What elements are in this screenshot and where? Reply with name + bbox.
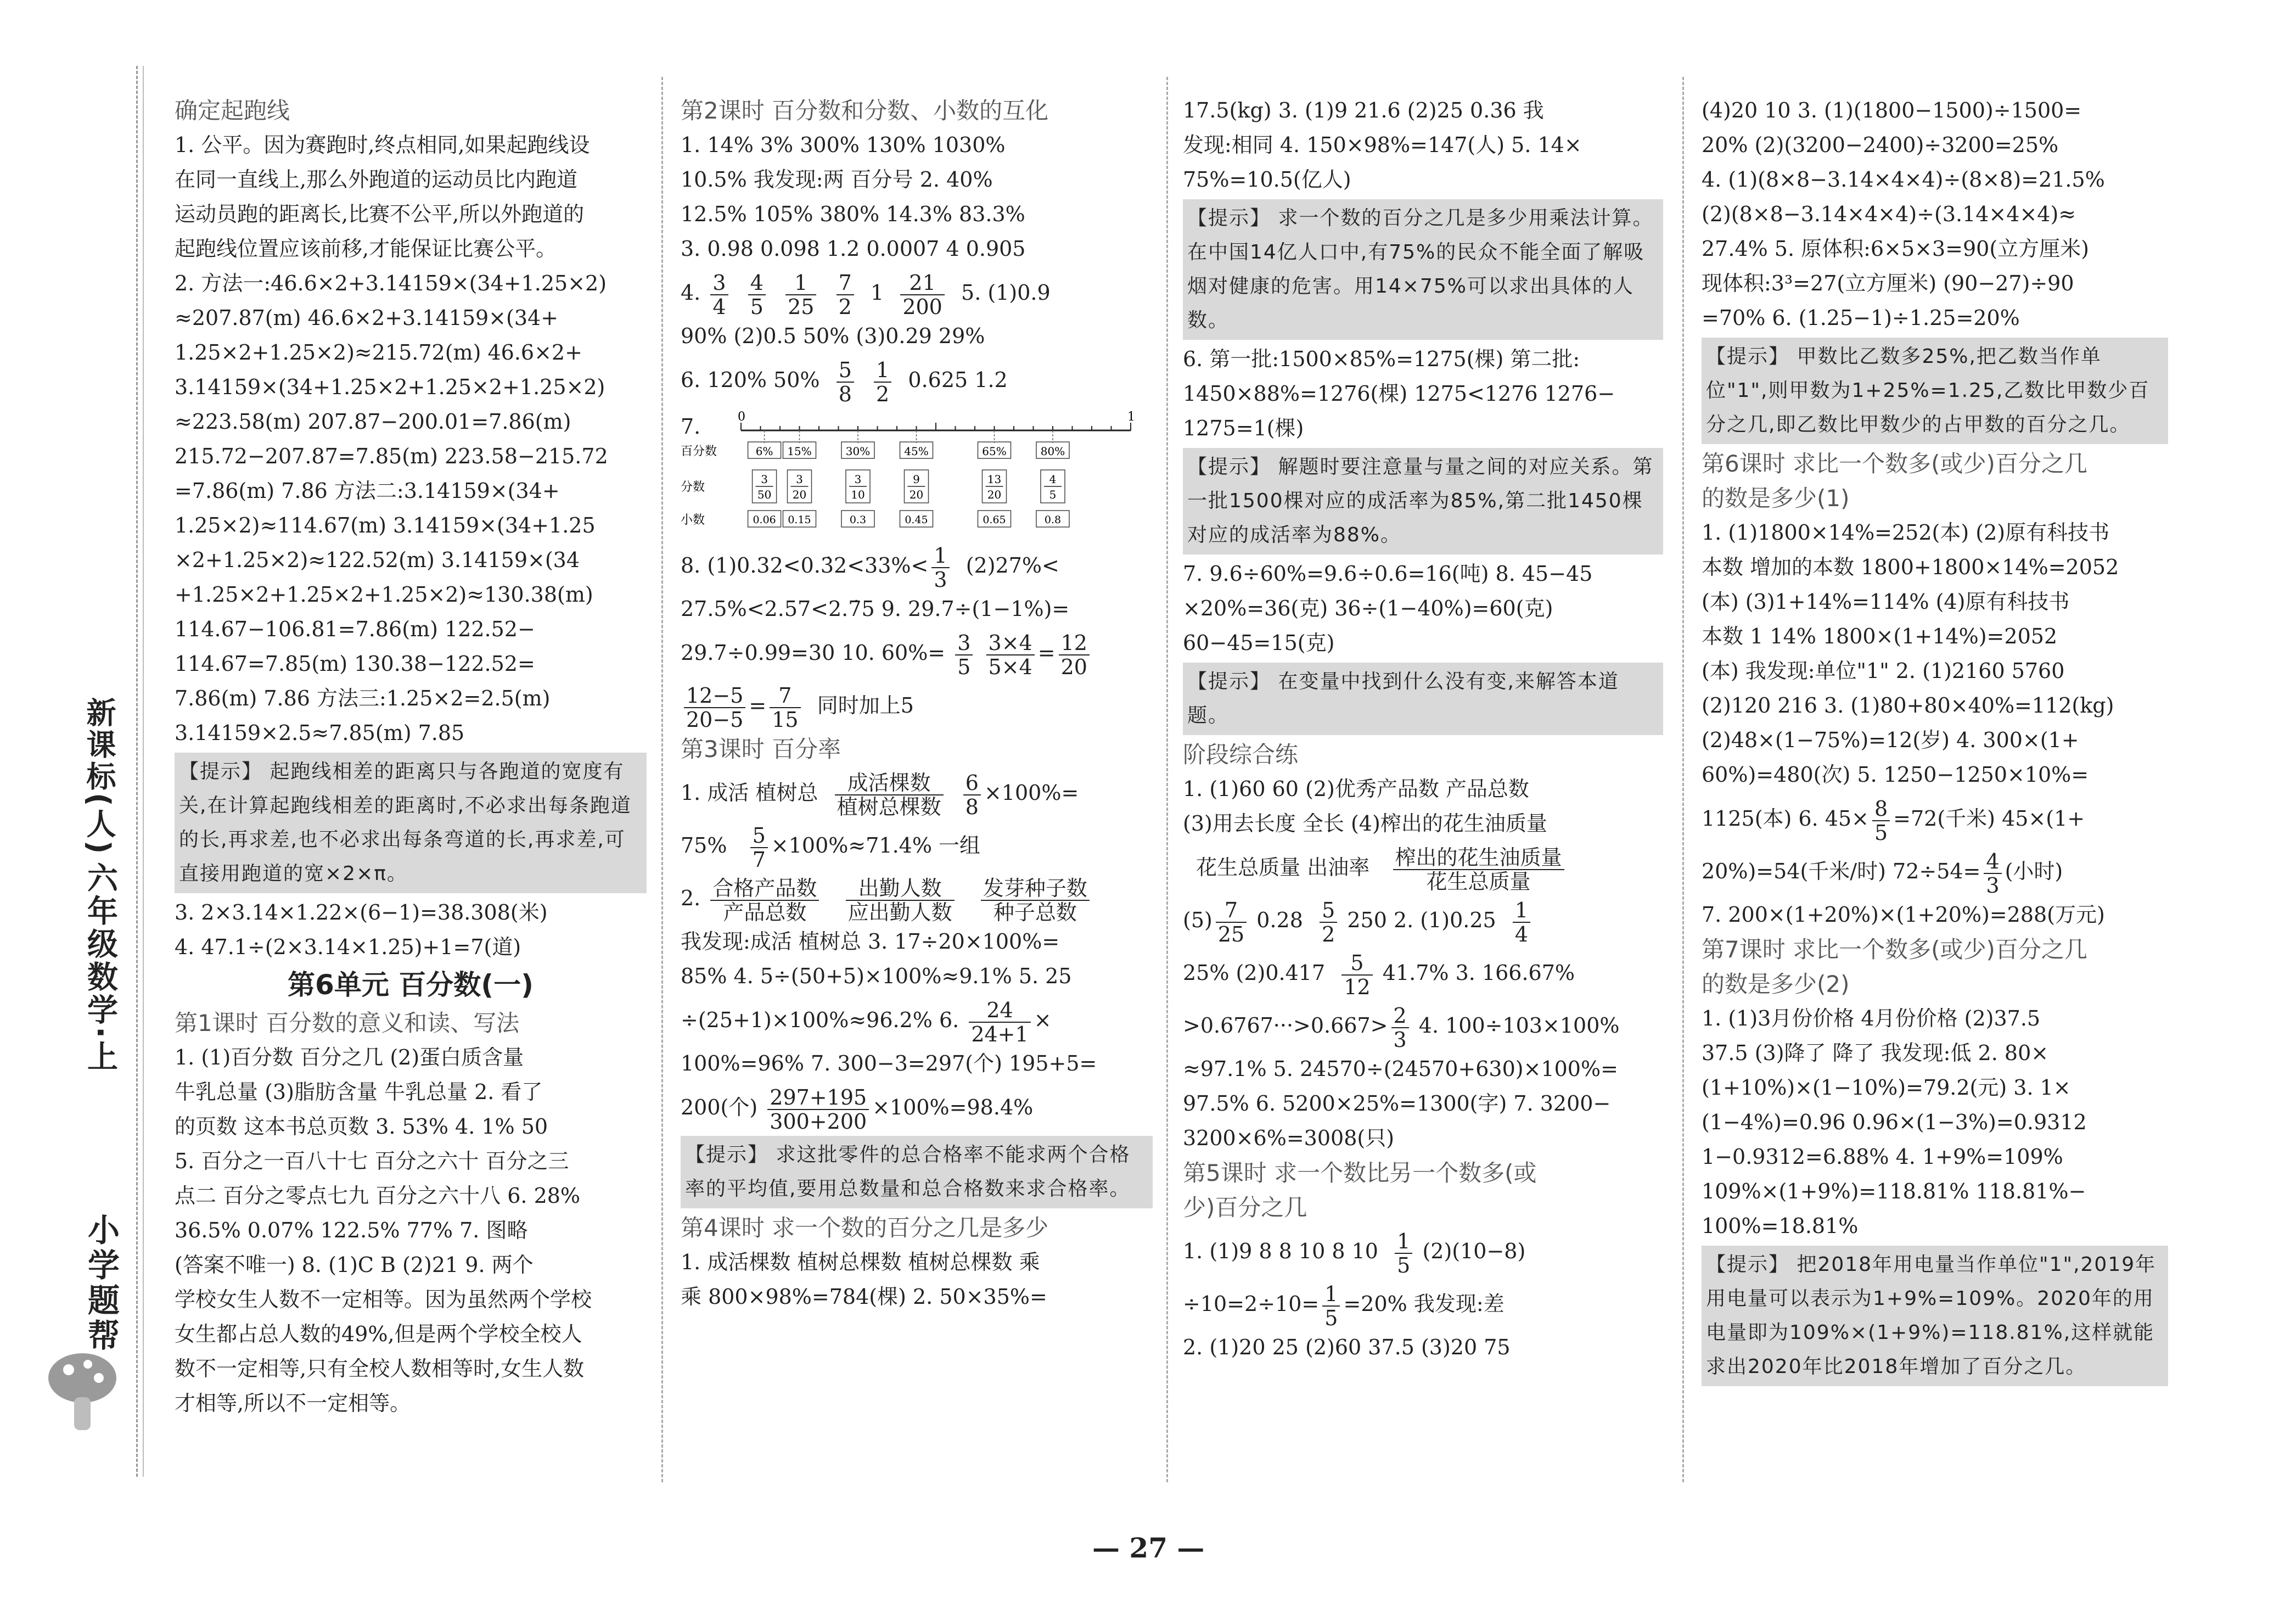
answer-line: 7. 200×(1+20%)×(1+20%)=288(万元) xyxy=(1702,903,2105,927)
hint-box: 【提示】 甲数比乙数多25%,把乙数当作单位"1",则甲数为1+25%=1.25,乙数比甲数少百分之几,即乙数比甲数少的占甲数的百分之几。 xyxy=(1702,338,2168,444)
answer-line: 3. 2×3.14×1.22×(6−1)=38.308(米) xyxy=(175,900,548,924)
decimal-value: 0.8 xyxy=(1044,514,1062,526)
answer-line: 12.5% 105% 380% 14.3% 83.3% xyxy=(681,202,1025,226)
brand-label: 小学题帮 xyxy=(82,1213,120,1354)
fraction-denominator: 50 xyxy=(757,488,772,501)
answer-lines xyxy=(1702,898,2168,932)
answer-line: 100%=96% 7. 300−3=297(个) 195+5= xyxy=(681,1051,1097,1075)
answer-lines xyxy=(1702,1001,2168,1243)
answer-line: 发现:相同 4. 150×98%=147(人) 5. 14× xyxy=(1183,133,1582,157)
answer-line: 1. (1)60 60 (2)优秀产品数 产品总数 xyxy=(1183,777,1529,801)
answer-line: 现体积:3³=27(立方厘米) (90−27)÷90 xyxy=(1702,271,2074,295)
fraction-denominator: 20 xyxy=(987,488,1002,501)
answer-line: ÷(25+1)×100%≈96.2% 6. $\frac{24}{24+1}$ × xyxy=(681,998,1052,1046)
answer-line: 27.5%<2.57<2.7̇5 9. 29.7÷(1−1%)= xyxy=(681,597,1070,621)
section-title: 确定起跑线 xyxy=(175,97,290,124)
lesson-title-cont: 的数是多少(1) xyxy=(1702,485,1850,512)
lesson-title: 第2课时 百分数和分数、小数的互化 xyxy=(681,97,1049,124)
answer-line: 215.72−207.87=7.85(m) 223.58−215.72 xyxy=(175,444,608,468)
answer-line: 1. 公平。因为赛跑时,终点相同,如果起跑线设 xyxy=(175,133,590,157)
edition-label: 新课标(人) xyxy=(82,697,116,856)
fraction-numerator: 3 xyxy=(761,473,768,486)
answer-line: (2)120 216 3. (1)80+80×40%=112(kg) xyxy=(1702,693,2114,718)
fraction-numerator: 13 xyxy=(987,473,1002,486)
fraction-numerator: 4 xyxy=(1049,473,1057,486)
answer-line: 25% (2)0.417 $\frac{5}{12}$ 41.7% 3. 166.67% xyxy=(1183,950,1575,999)
answer-line: 4. (1)(8×8−3.14×4×4)÷(8×8)=21.5% xyxy=(1702,167,2105,192)
column-divider xyxy=(1166,77,1168,1482)
fraction-denominator: 20 xyxy=(792,488,807,501)
answer-line: 85% 4. 5÷(50+5)×100%≈9.1% 5. 25 xyxy=(681,964,1072,988)
answer-lines xyxy=(681,128,1153,266)
mushroom-logo-icon xyxy=(44,1340,126,1449)
answer-lines xyxy=(1183,1052,1663,1156)
cut-line xyxy=(136,66,138,1477)
answer-line: (1−4%)=0.96 0.96×(1−3%)=0.9312 xyxy=(1702,1110,2087,1134)
answer-line: 1. (1)3月份价格 4月份价格 (2)37.5 xyxy=(1702,1006,2041,1030)
answer-line: 1−0.9312=6.88% 4. 1+9%=109% xyxy=(1702,1145,2063,1169)
lesson-title: 第1课时 百分数的意义和读、写法 xyxy=(175,1010,520,1036)
answer-line: 100%=18.81% xyxy=(1702,1214,1859,1238)
answer-line: 109%×(1+9%)=118.81% 118.81%− xyxy=(1702,1179,2086,1203)
decimal-value: 0.15 xyxy=(788,514,811,526)
hint-box: 【提示】 求一个数的百分之几是多少用乘法计算。在中国14亿人口中,有75%的民众不能全面了解吸烟对健康的危害。用14×75%可以求出具体的人数。 xyxy=(1183,199,1663,340)
answer-line: ×2+1.25×2)≈122.52(m) 3.14159×(34 xyxy=(175,548,580,572)
decimal-value: 0.06 xyxy=(753,514,776,526)
answer-line: 17.5(kg) 3. (1)9 21.6 (2)25 0.36 我 xyxy=(1183,98,1544,122)
answer-line: 1125(本) 6. 45× $\frac{8}{5}$ =72(千米) 45×(1+ xyxy=(1702,796,2085,845)
percent-value: 65% xyxy=(982,445,1007,458)
column-divider xyxy=(1682,77,1684,1482)
percent-value: 30% xyxy=(845,445,871,458)
answer-lines xyxy=(1183,342,1663,446)
answer-line: $\frac{12-5}{20-5}$ = $\frac{7}{15}$ 同时加上5 xyxy=(681,679,1153,732)
answer-line: 75% $\frac{5}{7}$ ×100%≈71.4% 一组 xyxy=(681,823,981,872)
answer-line: 2. $\frac{\text{合格产品数}}{\text{产品总数}}$ $\frac{\text{出勤人数}}{\text{应出勤人数}}$ $\frac{\text{发芽种子数}}{\text{种子总数}}$ xyxy=(681,872,1153,924)
answer-line: 1.25×2)≈114.67(m) 3.14159×(34+1.25 xyxy=(175,513,596,537)
answer-line: +1.25×2+1.25×2+1.25×2)≈130.38(m) xyxy=(175,582,593,607)
answer-lines xyxy=(1183,557,1663,660)
answer-lines xyxy=(681,1245,1153,1314)
answer-line: 女生都占总人数的49%,但是两个学校全校人 xyxy=(175,1322,582,1346)
binding-line xyxy=(143,66,144,1477)
decimal-value: 0.65 xyxy=(983,514,1006,526)
answer-line: 1. (1)1800×14%=252(本) (2)原有科技书 xyxy=(1702,520,2110,545)
answer-line: 97.5% 6. 5200×25%=1300(字) 7. 3200− xyxy=(1183,1091,1611,1116)
column-divider xyxy=(661,77,663,1482)
answer-line: 本数 1 14% 1800×(1+14%)=2052 xyxy=(1702,624,2058,648)
fraction-numerator: 9 xyxy=(913,473,920,486)
answer-line: 1.25×2+1.25×2)≈215.72(m) 46.6×2+ xyxy=(175,340,582,365)
answer-line: 60−45=15(克) xyxy=(1183,631,1335,655)
number-line-svg xyxy=(681,410,1153,536)
answer-line: (4)20 10 3. (1)(1800−1500)÷1500= xyxy=(1702,98,2082,122)
answer-lines xyxy=(1702,515,2168,792)
answer-line: 27.4% 5. 原体积:6×5×3=90(立方厘米) xyxy=(1702,237,2089,261)
answer-line: 10.5% 我发现:两 百分号 2. 40% xyxy=(681,167,993,192)
answer-line: 90% (2)0.5 50% (3)0.29 29% xyxy=(681,324,985,348)
answer-line: >0.6767···>0.667> $\frac{2}{3}$ 4. 100÷103×100% xyxy=(1183,1003,1620,1052)
answer-line: 37.5 (3)降了 降了 我发现:低 2. 80× xyxy=(1702,1041,2049,1065)
percent-value: 15% xyxy=(787,445,812,458)
answer-line: (答案不唯一) 8. (1)C B (2)21 9. 两个 xyxy=(175,1253,534,1277)
answer-line: (3)用去长度 全长 (4)榨出的花生油质量 xyxy=(1183,811,1547,836)
answer-line: 1275=1(棵) xyxy=(1183,416,1304,440)
answer-line: 起跑线位置应该前移,才能保证比赛公平。 xyxy=(175,237,557,261)
answer-line: 8. (1)0.32<0.3̇2<33%< $\frac{1}{3}$ (2)27%< xyxy=(681,543,1059,592)
answer-line: 乘 800×98%=784(棵) 2. 50×35%= xyxy=(681,1285,1047,1309)
answer-column-3 xyxy=(1183,93,1663,1365)
answer-lines xyxy=(175,1040,647,1421)
answer-line: 60%)=480(次) 5. 1250−1250×10%= xyxy=(1702,763,2089,787)
question-number: 7. xyxy=(681,414,701,439)
lesson-title: 第6课时 求比一个数多(或少)百分之几 xyxy=(1702,450,2087,477)
answer-line: 7.86(m) 7.86 方法三:1.25×2=2.5(m) xyxy=(175,686,551,710)
section-title: 阶段综合练 xyxy=(1183,741,1299,768)
lesson-title: 第4课时 求一个数的百分之几是多少 xyxy=(681,1214,1049,1241)
answer-line: 4. $\frac{3}{4}$ $\frac{4}{5}$ $\frac{1}{25}$ $\frac{7}{2}$ 1 $\frac{21}{200}$ 5. (1)0.9 xyxy=(681,270,1051,319)
answer-line: 5. 百分之一百八十七 百分之六十 百分之三 xyxy=(175,1149,569,1173)
hint-box: 【提示】 把2018年用电量当作单位"1",2019年用电量可以表示为1+9%=109%。2020年的用电量即为109%×(1+9%)=118.81%,这样就能求出2020年比2018年增加了百分之几。 xyxy=(1702,1246,2168,1386)
answer-line: 1. 成活棵数 植树总棵数 植树总棵数 乘 xyxy=(681,1250,1040,1274)
percent-value: 6% xyxy=(755,445,773,458)
fraction-denominator: 10 xyxy=(851,488,865,501)
unit-title: 第6单元 百分数(一) xyxy=(288,969,534,1001)
lesson-title-cont: 的数是多少(2) xyxy=(1702,971,1850,998)
answer-lines xyxy=(1183,1330,1663,1365)
percent-value: 45% xyxy=(904,445,929,458)
answer-line: 36.5% 0.07% 122.5% 77% 7. 图略 xyxy=(175,1218,528,1242)
answer-line: 才相等,所以不一定相等。 xyxy=(175,1391,411,1415)
hint-box: 【提示】 求这批零件的总合格率不能求两个合格率的平均值,要用总数量和总合格数来求合格率。 xyxy=(681,1136,1153,1208)
answer-line: ÷10=2÷10= $\frac{1}{5}$ =20% 我发现:差 xyxy=(1183,1281,1505,1330)
answer-line: (本) 我发现:单位"1" 2. (1)2160 5760 xyxy=(1702,659,2065,683)
answer-line: 200(个) $\frac{297+195}{300+200}$ ×100%=98.4% xyxy=(681,1085,1034,1134)
answer-line: (本) (3)1+14%=114% (4)原有科技书 xyxy=(1702,590,2070,614)
lesson-title: 第7课时 求比一个数多(或少)百分之几 xyxy=(1702,936,2087,963)
answer-line: 1. (1)9 8 8 10 8 10 $\frac{1}{5}$ (2)(10−8) xyxy=(1183,1229,1526,1277)
answer-line: 20% (2)(3200−2400)÷3200=25% xyxy=(1702,133,2059,157)
answer-line: =7.86(m) 7.86 方法二:3.14159×(34+ xyxy=(175,479,560,503)
answer-line: 点二 百分之零点七九 百分之六十八 6. 28% xyxy=(175,1184,581,1208)
answer-line: 1. 成活 植树总 $\frac{\text{成活棵数}}{\text{植树总棵数}}$ $\frac{6}{8}$ ×100%= xyxy=(681,770,1079,819)
book-spine xyxy=(71,66,148,1477)
fraction-numerator: 3 xyxy=(796,473,803,486)
answer-line: (5) $\frac{7}{25}$ 0.28 $\frac{5}{2}$ 250 2. (1)0.25 $\frac{1}{4}$ xyxy=(1183,894,1663,946)
hint-box: 【提示】 起跑线相差的距离只与各跑道的宽度有关,在计算起跑线相差的距离时,不必求出每条跑道的长,再求差,也不必求出每条弯道的长,再求差,可直接用跑道的宽×2×π。 xyxy=(175,753,647,893)
answer-line: 75%=10.5(亿人) xyxy=(1183,167,1351,192)
answer-line: 3200×6%=3008(只) xyxy=(1183,1126,1395,1150)
hint-box: 【提示】 解题时要注意量与量之间的对应关系。第一批1500棵对应的成活率为85%,第二批1450棵对应的成活率为88%。 xyxy=(1183,448,1663,554)
answer-line: 的页数 这本书总页数 3. 53% 4. 1% 50 xyxy=(175,1114,548,1139)
answer-line: 3. 0.98 0.098 1.2 0.0007 4 0.905 xyxy=(681,237,1026,261)
answer-column-4 xyxy=(1702,93,2168,1388)
fraction-denominator: 20 xyxy=(909,488,924,501)
answer-line: 花生总质量 出油率 $\frac{\text{榨出的花生油质量}}{\text{花生总质量}}$ xyxy=(1183,841,1663,894)
answer-line: 6. 120% 50% $\frac{5}{8}$ $\frac{1}{2}$ 0.625 1.2 xyxy=(681,357,1008,406)
answer-line: 在同一直线上,那么外跑道的运动员比内跑道 xyxy=(175,167,578,192)
grade-label: 六年级数学·上 xyxy=(82,862,118,1074)
answer-line: 2. (1)20 25 (2)60 37.5 (3)20 75 xyxy=(1183,1335,1511,1359)
lesson-title: 第5课时 求一个数比另一个数多(或 xyxy=(1183,1159,1537,1186)
answer-line: ≈207.87(m) 46.6×2+3.14159×(34+ xyxy=(175,306,559,330)
answer-line: 6. 第一批:1500×85%=1275(棵) 第二批: xyxy=(1183,347,1580,371)
answer-line: 牛乳总量 (3)脂肪含量 牛乳总量 2. 看了 xyxy=(175,1080,543,1104)
answer-line: (2)(8×8−3.14×4×4)÷(3.14×4×4)≈ xyxy=(1702,202,2076,226)
decimal-value: 0.45 xyxy=(905,514,928,526)
answer-column-2 xyxy=(681,93,1153,1314)
answer-column-1 xyxy=(175,93,647,1421)
page-number: — 27 — xyxy=(1092,1532,1205,1564)
number-line-row-label: 小数 xyxy=(681,513,705,527)
fraction-denominator: 5 xyxy=(1049,488,1057,501)
answer-line: 1. 14% 3% 300% 130% 1030% xyxy=(681,133,1006,157)
answer-lines xyxy=(175,895,647,965)
answer-line: (2)48×(1−75%)=12(岁) 4. 300×(1+ xyxy=(1702,728,2079,752)
answer-line: 114.67−106.81=7.86(m) 122.52− xyxy=(175,617,535,641)
answer-line: 我发现:成活 植树总 3. 17÷20×100%= xyxy=(681,929,1060,954)
answer-lines xyxy=(175,128,647,750)
percent-value: 80% xyxy=(1040,445,1065,458)
answer-line: 4. 47.1÷(2×3.14×1.25)+1=7(道) xyxy=(175,935,521,959)
answer-line: 1450×88%=1276(棵) 1275<1276 1276− xyxy=(1183,382,1615,406)
answer-line: 20%)=54(千米/时) 72÷54= $\frac{4}{3}$ (小时) xyxy=(1702,849,2063,898)
number-line-start-label: 0 xyxy=(738,410,745,424)
number-line-row-label: 分数 xyxy=(681,480,705,494)
answer-line: 运动员跑的距离长,比赛不公平,所以外跑道的 xyxy=(175,202,585,226)
fraction-numerator: 3 xyxy=(854,473,862,486)
number-line-row-label: 百分数 xyxy=(681,445,717,458)
answer-line: 本数 增加的本数 1800+1800×14%=2052 xyxy=(1702,555,2119,579)
number-line-figure xyxy=(681,410,1153,536)
answer-line: 1. (1)百分数 百分之几 (2)蛋白质含量 xyxy=(175,1045,524,1069)
answer-line: 学校女生人数不一定相等。因为虽然两个学校 xyxy=(175,1287,592,1312)
decimal-value: 0.3 xyxy=(849,514,867,526)
number-line-end-label: 1 xyxy=(1127,410,1135,424)
answer-lines xyxy=(1183,772,1663,841)
answer-line: 114.67=7.85(m) 130.38−122.52= xyxy=(175,652,535,676)
answer-line: 29.7÷0.99=30 10. 60%= $\frac{3}{5}$ $\frac{3\times 4}{5\times 4}$ = $\frac{12}{20}$ xyxy=(681,626,1153,679)
lesson-title-cont: 少)百分之几 xyxy=(1183,1194,1307,1221)
answer-lines xyxy=(1183,93,1663,197)
answer-line: 2. 方法一:46.6×2+3.14159×(34+1.25×2) xyxy=(175,271,607,295)
answer-line: 3.14159×2.5≈7.85(m) 7.85 xyxy=(175,721,465,745)
answer-line: 3.14159×(34+1.25×2+1.25×2+1.25×2) xyxy=(175,375,605,399)
answer-line: ≈97.1% 5. 24570÷(24570+630)×100%= xyxy=(1183,1057,1618,1081)
answer-line: 数不一定相等,只有全校人数相等时,女生人数 xyxy=(175,1357,585,1381)
answer-line: ≈223.58(m) 207.87−200.01=7.86(m) xyxy=(175,410,571,434)
hint-box: 【提示】 在变量中找到什么没有变,来解答本道题。 xyxy=(1183,663,1663,735)
answer-line: ×20%=36(克) 36÷(1−40%)=60(克) xyxy=(1183,596,1553,620)
answer-line: (1+10%)×(1−10%)=79.2(元) 3. 1× xyxy=(1702,1075,2071,1100)
answer-line: 7. 9.6÷60%=9.6÷0.6=16(吨) 8. 45−45 xyxy=(1183,562,1593,586)
answer-lines xyxy=(1702,93,2168,335)
answer-lines xyxy=(681,924,1153,994)
answer-line: =70% 6. (1.25−1)÷1.25=20% xyxy=(1702,306,2020,330)
lesson-title: 第3课时 百分率 xyxy=(681,736,841,763)
